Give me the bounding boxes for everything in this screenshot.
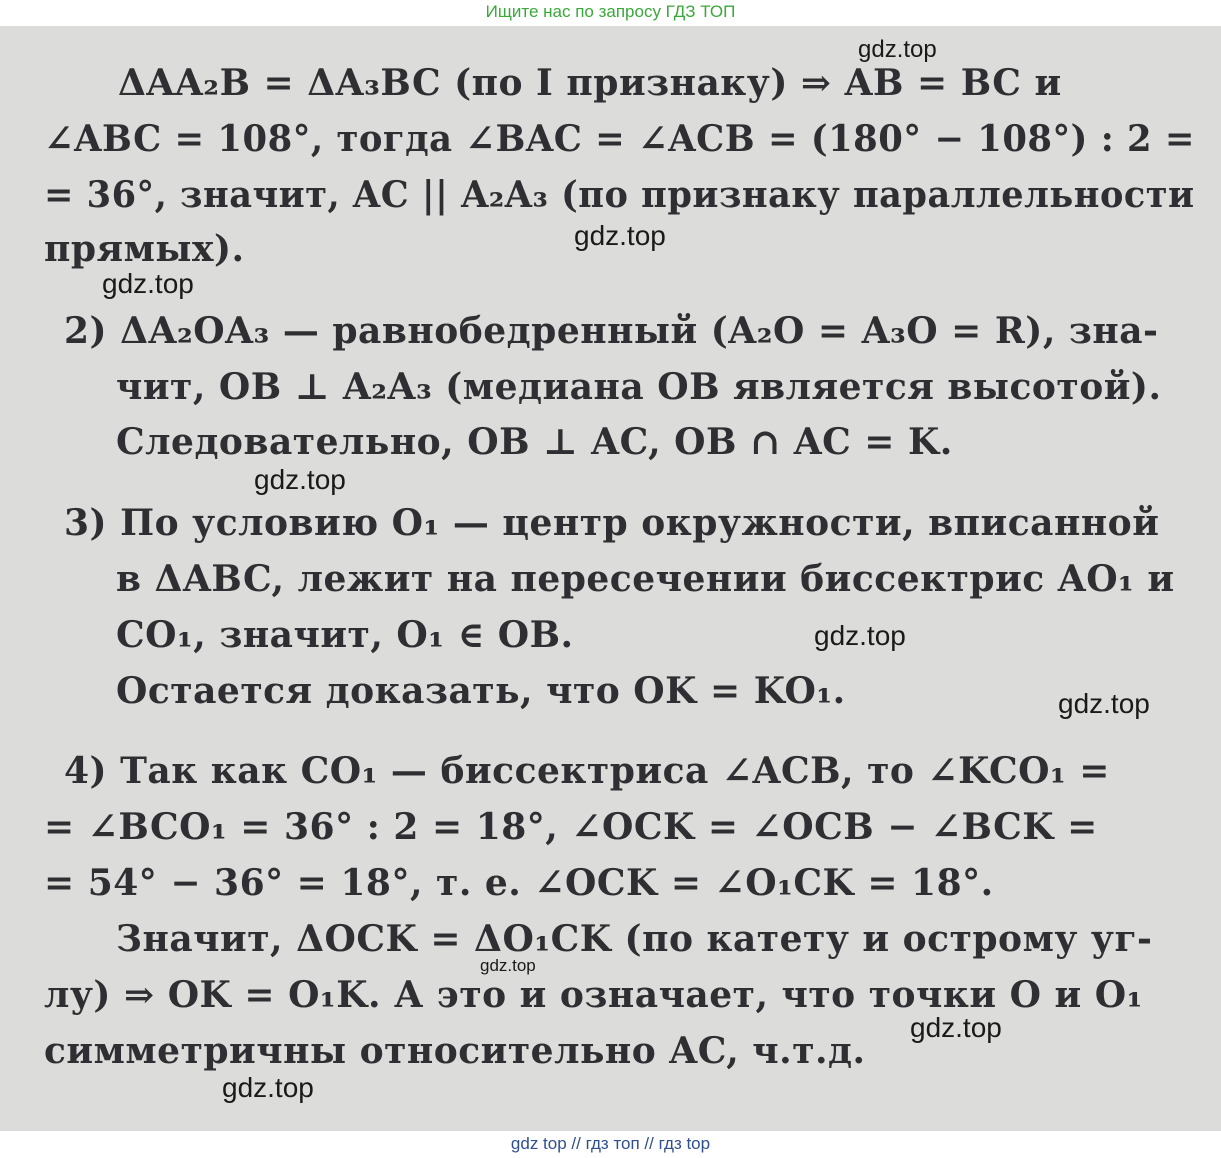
text-line: 2) ΔA₂OA₃ — равнобедренный (A₂O = A₃O = R), зна- bbox=[64, 310, 1159, 352]
text-line: прямых). bbox=[44, 228, 245, 270]
bottom-banner[interactable]: gdz top // гдз топ // гдз top bbox=[0, 1131, 1221, 1158]
text-line: 4) Так как CO₁ — биссектриса ∠ACB, то ∠KCO₁ = bbox=[64, 750, 1110, 792]
watermark: gdz.top bbox=[858, 36, 937, 63]
text-line: CO₁, значит, O₁ ∈ OB. bbox=[116, 614, 574, 656]
watermark: gdz.top bbox=[222, 1072, 314, 1103]
watermark: gdz.top bbox=[574, 220, 666, 251]
text-line: Следовательно, OB ⊥ AC, OB ∩ AC = K. bbox=[116, 421, 953, 463]
text-line: = 54° − 36° = 18°, т. е. ∠OCK = ∠O₁CK = 18°. bbox=[44, 862, 994, 904]
text-line: ΔAA₂B = ΔA₃BC (по I признаку) ⇒ AB = BC и bbox=[118, 62, 1062, 104]
text-line: 3) По условию O₁ — центр окружности, вписанной bbox=[64, 502, 1160, 544]
text-line: ∠ABC = 108°, тогда ∠BAC = ∠ACB = (180° − 108°) : 2 = bbox=[44, 118, 1196, 160]
watermark: gdz.top bbox=[254, 464, 346, 495]
text-line: = ∠BCO₁ = 36° : 2 = 18°, ∠OCK = ∠OCB − ∠BCK = bbox=[44, 806, 1098, 848]
top-banner[interactable]: Ищите нас по запросу ГДЗ ТОП bbox=[0, 0, 1221, 26]
text-line: = 36°, значит, AC || A₂A₃ (по признаку параллельности bbox=[44, 174, 1195, 216]
watermark: gdz.top bbox=[480, 956, 536, 975]
text-line: лу) ⇒ OK = O₁K. А это и означает, что точки O и O₁ bbox=[44, 974, 1143, 1016]
text-line: в ΔABC, лежит на пересечении биссектрис AO₁ и bbox=[116, 558, 1175, 600]
text-line: Остается доказать, что OK = KO₁. bbox=[116, 670, 846, 712]
watermark: gdz.top bbox=[814, 620, 906, 651]
text-line: чит, OB ⊥ A₂A₃ (медиана OB является высотой). bbox=[116, 366, 1162, 408]
text-line: Значит, ΔOCK = ΔO₁CK (по катету и острому уг- bbox=[116, 918, 1153, 960]
watermark: gdz.top bbox=[910, 1012, 1002, 1043]
watermark: gdz.top bbox=[102, 268, 194, 299]
watermark: gdz.top bbox=[1058, 688, 1150, 719]
text-line: симметричны относительно AC, ч.т.д. bbox=[44, 1030, 866, 1072]
